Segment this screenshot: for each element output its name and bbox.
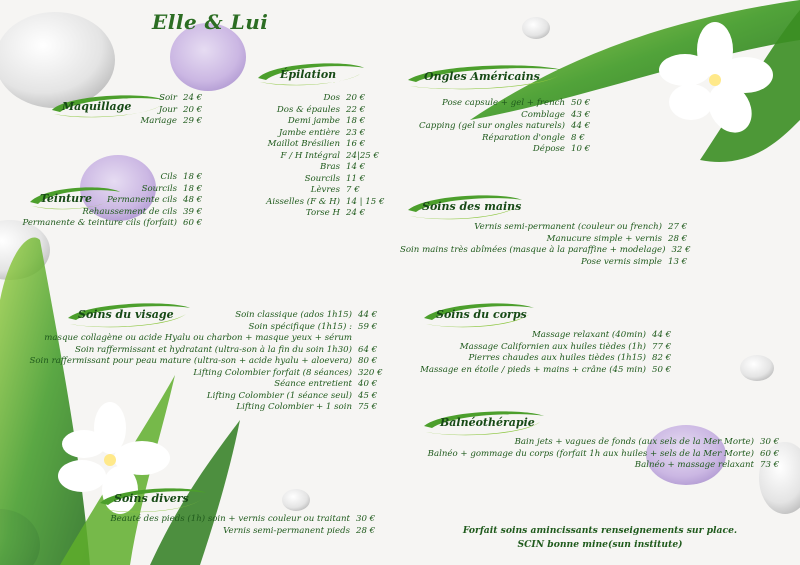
balneo-item-price: 60 € (760, 448, 780, 459)
ongles-item (400, 121, 595, 133)
visage-item (10, 391, 388, 403)
visage-item-price: 44 € (358, 310, 378, 320)
stone-bottom-center (282, 489, 310, 511)
mains-item-name: Vernis semi-permanent (couleur ou french) (474, 222, 662, 232)
epilation-item-name: Bras (320, 162, 340, 172)
teinture-item-price: 60 € (183, 218, 203, 228)
visage-item (10, 402, 388, 414)
teinture-item-price: 18 € (183, 183, 203, 194)
mains-title: Soins des mains (422, 200, 522, 213)
epilation-item-name: Aisselles (F & H) (266, 196, 340, 207)
epilation-item (240, 105, 390, 117)
visage-item (10, 379, 388, 391)
visage-item (10, 345, 388, 357)
teinture-item-name: Rehaussement de cils (82, 206, 177, 217)
maquillage-item-name: Soir (159, 93, 177, 103)
divers-item (60, 514, 386, 526)
mains-list (400, 222, 692, 268)
divers-item-price: 30 € (356, 514, 376, 524)
epilation-item-price: 11 € (346, 173, 366, 184)
epilation-item-price: 18 € (346, 116, 366, 126)
epilation-list (240, 93, 390, 220)
visage-item-price (352, 333, 388, 345)
balneo-item-price: 73 € (760, 460, 780, 470)
corps-item-price: 44 € (652, 330, 672, 340)
corps-item (400, 342, 676, 354)
epilation-item-name: Demi jambe (287, 116, 340, 126)
mains-item-price: 13 € (668, 256, 688, 267)
corps-item (400, 353, 676, 365)
divers-item-name: Vernis semi-permanent pieds (223, 525, 350, 536)
corps-item (400, 365, 676, 377)
maquillage-item (110, 105, 217, 117)
teinture-item (20, 218, 217, 230)
visage-item-name: Lifting Colombier forfait (8 séances) (193, 367, 352, 378)
mains-item-name: Pose vernis simple (581, 256, 662, 267)
visage-item (10, 356, 388, 368)
mains-item-name: Soin mains très abîmées (masque à la paraffine + modelage) (400, 245, 666, 255)
ongles-item-price: 44 € (571, 121, 591, 131)
teinture-item-name: Cils (160, 172, 177, 182)
corps-title: Soins du corps (436, 308, 527, 321)
epilation-item-name: Lèvres (310, 185, 340, 195)
visage-item-name: Lifting Colombier + 1 soin (236, 402, 352, 412)
epilation-item-price: 16 € (346, 139, 366, 149)
epilation-item (240, 93, 390, 105)
epilation-title: Épilation (280, 68, 337, 81)
ongles-item-price: 8 € (571, 132, 585, 143)
epilation-item (240, 139, 390, 151)
corps-item-name: Massage relaxant (40min) (531, 330, 646, 340)
teinture-item-price: 18 € (183, 172, 203, 182)
visage-item-price: 40 € (358, 379, 378, 389)
visage-item-name: Lifting Colombier (1 séance seul) (206, 390, 352, 401)
ongles-item-price: 10 € (571, 144, 591, 154)
visage-item-price: 320 € (358, 367, 383, 378)
balneo-title: Balnéothérapie (440, 416, 535, 429)
mains-item (400, 245, 692, 257)
teinture-item-price: 39 € (183, 206, 203, 217)
ongles-item-name: Réparation d'ongle (482, 132, 565, 143)
corps-item-price: 82 € (652, 353, 672, 363)
balneo-item-price: 30 € (760, 437, 780, 447)
epilation-item-price: 20 € (346, 93, 366, 103)
maquillage-title: Maquillage (62, 100, 132, 113)
visage-item-price: 59 € (358, 321, 378, 332)
epilation-item-name: Sourcils (304, 173, 340, 184)
maquillage-item (110, 116, 217, 128)
epilation-item (240, 162, 390, 174)
epilation-item (240, 174, 390, 186)
visage-item-name: masque collagène ou acide Hyalu ou charbon + masque yeux + sérum (44, 333, 352, 343)
epilation-item-price: 24|25 € (346, 150, 379, 161)
stone-right-mid (740, 355, 774, 381)
mains-item-price: 27 € (668, 222, 688, 232)
footer-line-2: SCIN bonne mine(sun institute) (517, 539, 683, 550)
epilation-item (240, 116, 390, 128)
teinture-item (20, 172, 217, 184)
epilation-item (240, 128, 390, 140)
visage-item-price: 80 € (358, 356, 378, 366)
visage-item-name: Soin raffermissant et hydratant (ultra-son à la fin du soin 1h30) (74, 344, 352, 355)
visage-item-price: 75 € (358, 402, 378, 412)
balneo-item (400, 437, 790, 449)
balneo-item (400, 460, 790, 472)
mains-item (400, 222, 692, 234)
visage-item-name: Soin classique (ados 1h15) (235, 310, 352, 320)
epilation-item (240, 185, 390, 197)
epilation-item-price: 14 | 15 € (346, 196, 385, 207)
ongles-item (400, 133, 595, 145)
ongles-item-price: 43 € (571, 109, 591, 120)
maquillage-list (110, 93, 217, 128)
epilation-item-name: Jambe entière (278, 127, 340, 138)
corps-list (400, 330, 676, 376)
balneo-item-name: Balnéo + massage relaxant (634, 460, 754, 470)
ongles-title: Ongles Américains (424, 70, 540, 83)
maquillage-item-name: Mariage (140, 116, 177, 126)
epilation-item-name: Torse H (305, 208, 340, 218)
epilation-item-name: Dos & épaules (276, 104, 340, 115)
mains-item (400, 234, 692, 246)
epilation-item (240, 151, 390, 163)
epilation-item-price: 24 € (346, 208, 366, 218)
teinture-item-price: 48 € (183, 195, 203, 205)
epilation-item (240, 208, 390, 220)
teinture-list (20, 172, 217, 230)
corps-item-name: Massage en étoile / pieds + mains + crâne (45 min) (420, 364, 646, 375)
teinture-title: Teinture (40, 192, 92, 205)
epilation-item-name: Maillot Brésilien (267, 139, 340, 149)
epilation-item-name: Dos (323, 93, 340, 103)
visage-item-price: 64 € (358, 344, 378, 355)
epilation-item-price: 14 € (346, 162, 366, 172)
corps-item-price: 77 € (652, 341, 672, 352)
teinture-item-name: Permanente & teinture cils (forfait) (22, 218, 177, 228)
corps-item-name: Pierres chaudes aux huiles tièdes (1h15) (468, 353, 646, 363)
visage-title: Soins du visage (78, 308, 174, 321)
divers-list (60, 514, 386, 537)
epilation-item (240, 197, 390, 209)
balneo-item (400, 449, 790, 461)
ongles-item-name: Capping (gel sur ongles naturels) (419, 121, 565, 131)
page-title: Elle & Lui (152, 10, 269, 34)
teinture-item (20, 184, 217, 196)
visage-item-price: 45 € (358, 390, 378, 401)
teinture-item-name: Sourcils (141, 183, 177, 194)
epilation-item-name: F / H Intégral (280, 150, 340, 161)
ongles-item (400, 144, 595, 156)
epilation-item-price: 23 € (346, 127, 366, 138)
ongles-item (400, 98, 595, 110)
ongles-item (400, 110, 595, 122)
epilation-item-price: 7 € (346, 185, 360, 195)
footer-line-1: Forfait soins amincissants renseignements sur place. (462, 525, 738, 536)
mains-item-price: 28 € (668, 233, 688, 244)
ongles-list (400, 98, 595, 156)
mains-item-price: 32 € (671, 245, 691, 255)
corps-item-name: Massage Californien aux huiles tièdes (1h) (459, 341, 646, 352)
maquillage-item-price: 24 € (183, 93, 203, 103)
corps-item (400, 330, 676, 342)
ongles-item-name: Dépose (532, 144, 565, 154)
maquillage-item-price: 29 € (183, 116, 203, 126)
balneo-item-name: Bain jets + vagues de fonds (aux sels de la Mer Morte) (514, 437, 754, 447)
divers-item-price: 28 € (356, 525, 376, 536)
visage-item (10, 322, 388, 334)
visage-item-name: Soin raffermissant pour peau mature (ultra-son + acide hyalu + aloevera) (29, 356, 352, 366)
teinture-item (20, 195, 217, 207)
stone-small-top (522, 17, 550, 39)
epilation-item-price: 22 € (346, 104, 366, 115)
maquillage-item-price: 20 € (183, 104, 203, 115)
footer (440, 524, 760, 552)
teinture-item (20, 207, 217, 219)
teinture-item-name: Permanente cils (106, 195, 177, 205)
ongles-item-name: Comblage (521, 109, 565, 120)
mains-item (400, 257, 692, 269)
balneo-list (400, 437, 790, 472)
divers-item (60, 526, 386, 538)
visage-item (10, 310, 388, 322)
balneo-item-name: Balnéo + gommage du corps (forfait 1h aux huiles + sels de la Mer Morte) (427, 448, 754, 459)
divers-title: Soins divers (114, 492, 189, 505)
ongles-item-price: 50 € (571, 98, 591, 108)
visage-item-name: Séance entretient (274, 379, 352, 389)
visage-item (10, 333, 388, 345)
corps-item-price: 50 € (652, 364, 672, 375)
maquillage-item-name: Jour (158, 104, 177, 115)
ongles-item-name: Pose capsule + gel + french (442, 98, 565, 108)
mains-item-name: Manucure simple + vernis (546, 233, 662, 244)
visage-item (10, 368, 388, 380)
divers-item-name: Beauté des pieds (1h) soin + vernis couleur ou traitant (110, 514, 350, 524)
visage-item-name: Soin spécifique (1h15) : (248, 321, 352, 332)
maquillage-item (110, 93, 217, 105)
visage-list (10, 310, 388, 414)
